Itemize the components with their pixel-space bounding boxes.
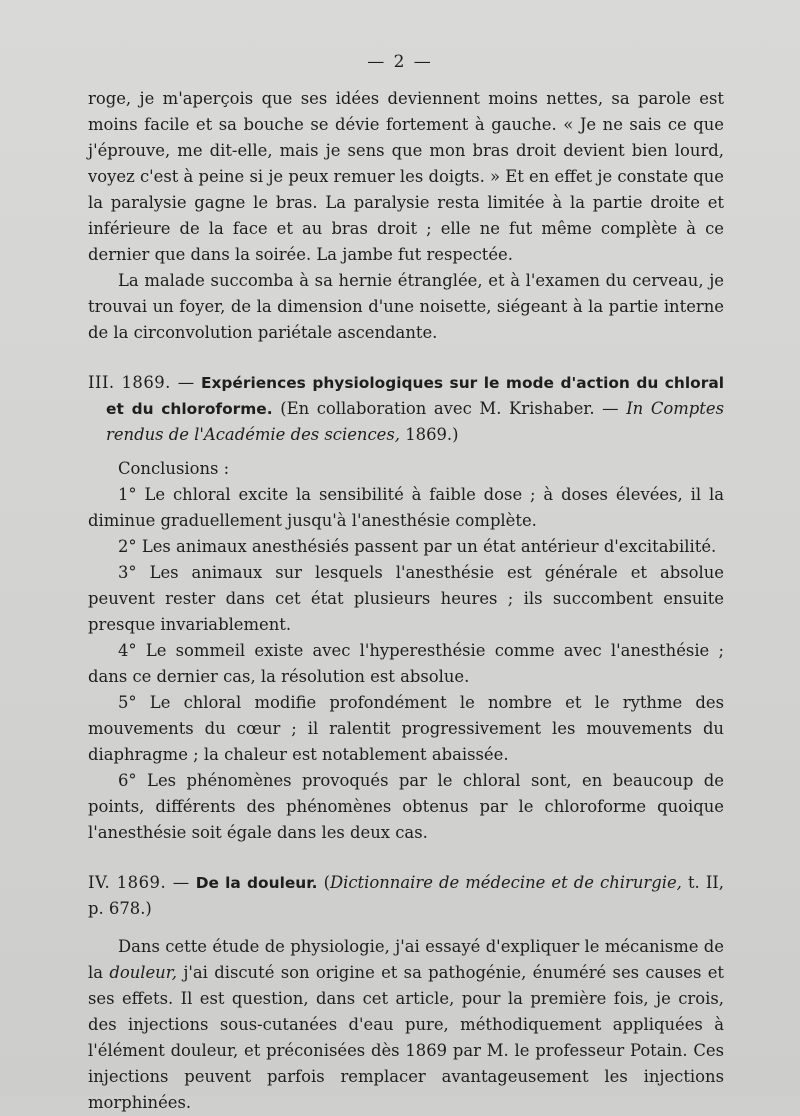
conclusion-1: 1° Le chloral excite la sensibilité à faible dose ; à doses élevées, il la diminue graduellement jusqu'à l'anesthésie complète. [88,485,724,530]
section-3-title: Expériences physiologiques sur le mode d'action du chloral et du chloroforme. [106,374,724,418]
section-4-number: IV. 1869. — [88,873,190,892]
body-text [88,86,724,1116]
conclusion-4: 4° Le sommeil existe avec l'hyperesthésie comme avec l'anesthésie ; dans ce dernier cas, la résolution est absolue. [88,641,724,686]
intro-paragraph-2: La malade succomba à sa hernie étranglée, et à l'examen du cerveau, je trouvai un foyer, de la dimension d'une noisette, siégeant à la partie interne de la circonvolution pariétale ascendante. [88,271,724,342]
conclusions-label: Conclusions : [118,459,230,478]
section-4-citation-end: t. II, p. 678.) [88,873,724,918]
section-4-title: De la douleur. [195,874,318,892]
conclusion-5: 5° Le chloral modifie profondément le nombre et le rythme des mouvements du cœur ; il ralentit progressivement les mouvements du diaphragme ; la chaleur est notablement abaissée. [88,693,724,764]
section-4-heading [88,870,724,922]
section-3-heading [88,370,724,448]
conclusion-2: 2° Les animaux anesthésiés passent par un état antérieur d'excitabilité. [118,537,717,556]
page-number: — 2 — [367,52,433,72]
section-3-note: (En collaboration avec M. Krishaber. — [280,399,619,418]
section-3-citation-end: 1869.) [405,425,459,444]
section-4-citation: Dictionnaire de médecine et de chirurgie, [329,873,682,892]
intro-paragraph-1: roge, je m'aperçois que ses idées deviennent moins nettes, sa parole est moins facile et sa bouche se dévie fortement à gauche. « Je ne sais ce que j'éprouve, me dit-elle, mais je sens que mon bras droit devient bien lourd, voyez c'est à peine si je peux remuer les doigts. » Et en effet je constate que la paralysie gagne le bras. La paralysie resta limitée à la partie droite et inférieure de la face et au bras droit ; elle ne fut même complète à ce dernier que dans la soirée. La jambe fut respectée. [88,89,724,264]
section-4-paragraph [88,934,724,1116]
section-4-para-rest: j'ai discuté son origine et sa pathogénie, énuméré ses causes et ses effets. Il est question, dans cet article, pour la première fois, je crois, des injections sous-cutanées d'eau pure, méthodiquement appliquées à l'élément douleur, et préconisées dès 1869 par M. le professeur Potain. Ces injections peuvent parfois remplacer avantageusement les injections morphinées. [88,963,724,1112]
conclusion-6: 6° Les phénomènes provoqués par le chloral sont, en beaucoup de points, différents des phénomènes obtenus par le chloroforme quoique l'anesthésie soit égale dans les deux cas. [88,771,724,842]
section-3-citation: In Comptes rendus de l'Académie des sciences, [106,399,724,444]
section-3-number: III. 1869. — [88,373,195,392]
section-4-citation-open: ( [323,873,330,892]
conclusion-3: 3° Les animaux sur lesquels l'anesthésie est générale et absolue peuvent rester dans cet état plusieurs heures ; ils succombent ensuite presque invariablement. [88,563,724,634]
section-4-para-italic: douleur, [109,963,177,982]
section-4-para-start: Dans cette étude de physiologie, j'ai essayé d'expliquer le mécanisme de la [88,937,724,982]
